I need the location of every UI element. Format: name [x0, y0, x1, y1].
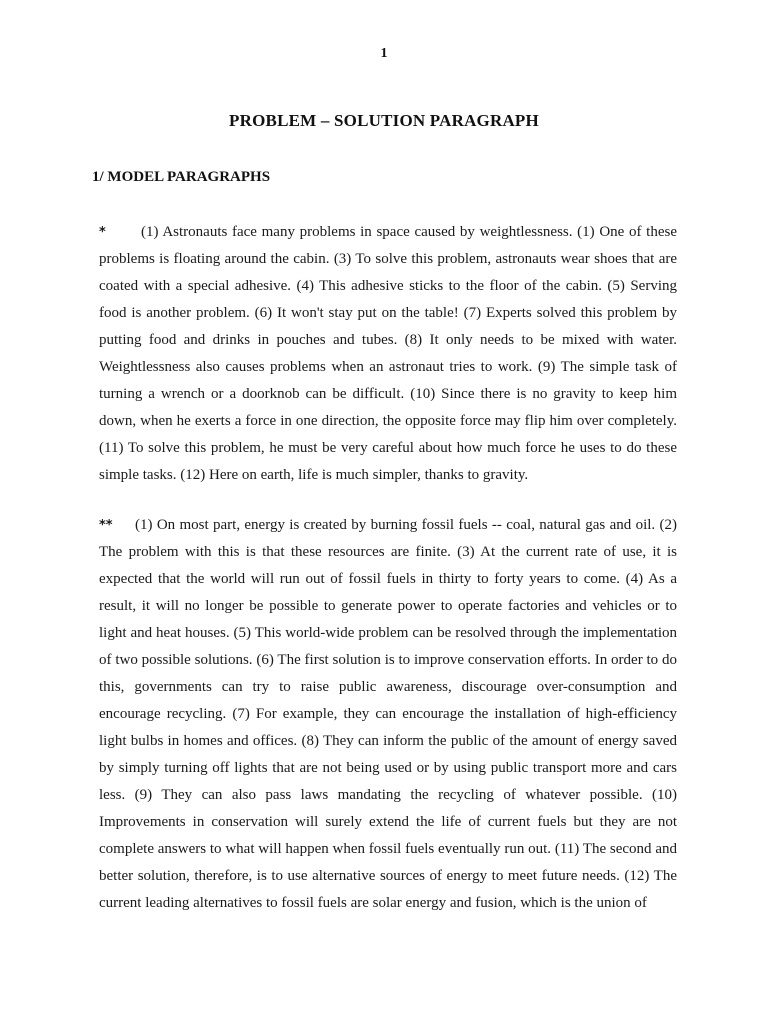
page-number: 1	[380, 46, 388, 61]
paragraph-marker: *	[99, 225, 106, 240]
document-title: PROBLEM – SOLUTION PARAGRAPH	[229, 111, 539, 130]
paragraph-text: (1) On most part, energy is created by burning fossil fuels -- coal, natural gas and oil. (2) The problem with this is that these resources are finite. (3) At the current rate of use, it is expected that the world will run out of fossil fuels in thirty to forty years to come. (4) As a result, it will no longer be possible to generate power to operate factories and vehicles or to light and heat houses. (5) This world-wide problem can be resolved through the implementation of two possible solutions. (6) The first solution is to improve conservation efforts. In order to do this, governments can try to raise public awareness, discourage over-consumption and encourage recycling. (7) For example, they can encourage the installation of high-efficiency light bulbs in homes and offices. (8) They can inform the public of the amount of energy saved by simply turning off lights that are not being used or by using public transport more and cars less. (9) They can also pass laws mandating the recycling of whatever possible. (10) Improvements in conservation will surely extend the life of current fuels but they are not complete answers to what will happen when fossil fuels eventually run out. (11) The second and better solution, therefore, is to use alternative sources of energy to meet future needs. (12) The current leading alternatives to fossil fuels are solar energy and fusion, which is the union of	[99, 517, 677, 911]
paragraph-marker: **	[99, 518, 113, 533]
model-paragraph-astronauts	[99, 219, 677, 489]
section-heading: 1/ MODEL PARAGRAPHS	[92, 169, 271, 185]
paragraph-text: (1) Astronauts face many problems in space caused by weightlessness. (1) One of these problems is floating around the cabin. (3) To solve this problem, astronauts wear shoes that are coated with a special adhesive. (4) This adhesive sticks to the floor of the cabin. (5) Serving food is another problem. (6) It won't stay put on the table! (7) Experts solved this problem by putting food and drinks in pouches and tubes. (8) It only needs to be mixed with water. Weightlessness also causes problems when an astronaut tries to work. (9) The simple task of turning a wrench or a doorknob can be difficult. (10) Since there is no gravity to keep him down, when he exerts a force in one direction, the opposite force may flip him over completely. (11) To solve this problem, he must be very careful about how much force he uses to do these simple tasks. (12) Here on earth, life is much simpler, thanks to gravity.	[99, 224, 677, 483]
model-paragraph-energy	[99, 512, 677, 917]
